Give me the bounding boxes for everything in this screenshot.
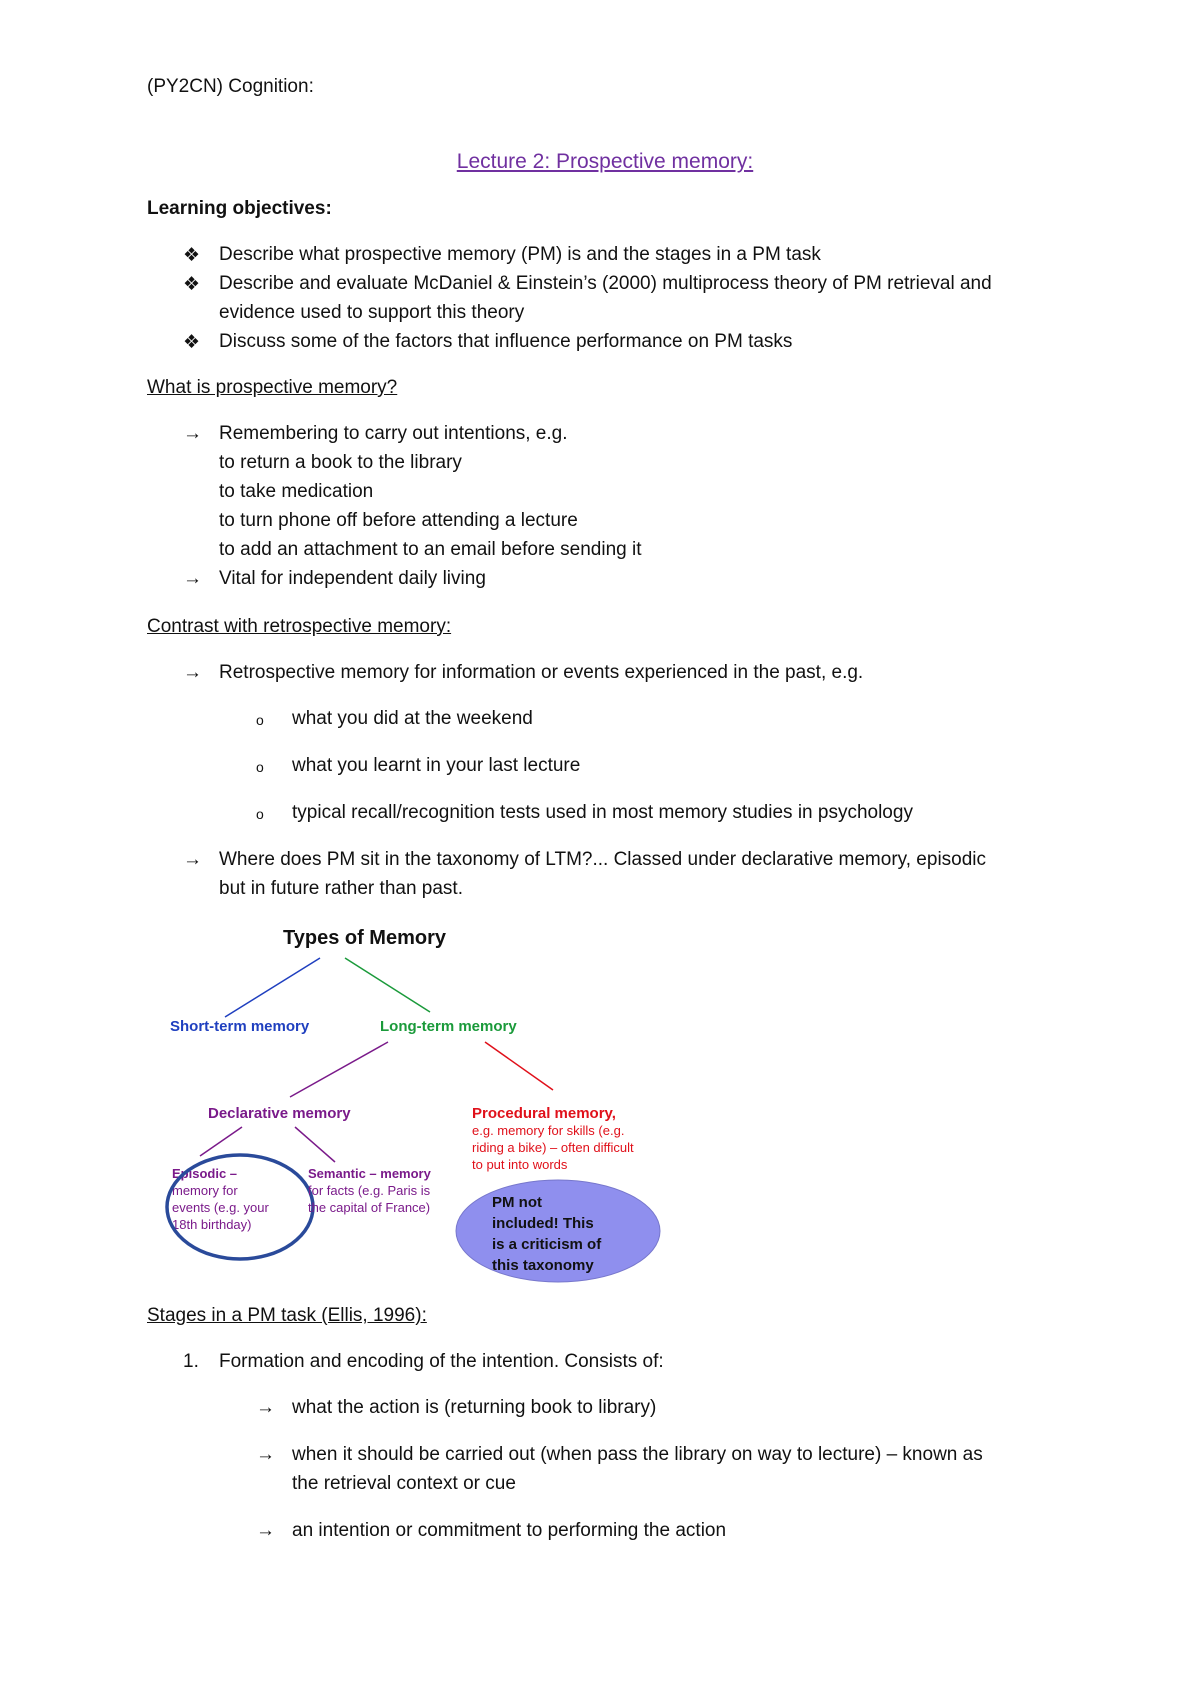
procedural-desc: riding a bike) – often difficult — [472, 1140, 634, 1155]
stages-heading: Stages in a PM task (Ellis, 1996): — [147, 1305, 427, 1326]
diamond-bullet-icon: ❖ — [183, 274, 201, 295]
objective-item: Describe and evaluate McDaniel & Einstein’s (2000) multiprocess theory of PM retrieval and — [219, 273, 992, 294]
callout-text: included! This — [492, 1215, 594, 1232]
semantic-text: for facts (e.g. Paris is — [308, 1183, 431, 1198]
declarative-label: Declarative memory — [208, 1105, 351, 1122]
what-is-line: Vital for independent daily living — [219, 568, 486, 589]
diagram-title: Types of Memory — [283, 927, 446, 949]
episodic-text: memory for — [172, 1183, 238, 1198]
semantic-text: Semantic – memory — [308, 1166, 431, 1181]
callout-text: PM not — [492, 1194, 542, 1211]
example-item: to turn phone off before attending a lecture — [219, 510, 578, 531]
diamond-bullet-icon: ❖ — [183, 245, 201, 266]
semantic-text: the capital of France) — [308, 1200, 431, 1215]
connector-line — [485, 1042, 553, 1090]
connector-line — [295, 1127, 335, 1162]
circle-bullet-icon: o — [256, 806, 264, 822]
short-term-label: Short-term memory — [170, 1018, 310, 1035]
stage-sub-item: the retrieval context or cue — [292, 1473, 516, 1494]
long-term-label: Long-term memory — [380, 1018, 517, 1035]
objective-item: Discuss some of the factors that influence performance on PM tasks — [219, 331, 793, 352]
episodic-text: events (e.g. your — [172, 1200, 269, 1215]
contrast-line: but in future rather than past. — [219, 878, 463, 899]
episodic-text: 18th birthday) — [172, 1217, 252, 1232]
stage-sub-item: when it should be carried out (when pass the library on way to lecture) – known as — [292, 1444, 983, 1465]
example-item: to add an attachment to an email before sending it — [219, 539, 642, 560]
contrast-sub-item: typical recall/recognition tests used in most memory studies in psychology — [292, 802, 913, 823]
procedural-label: Procedural memory, — [472, 1105, 616, 1122]
arrow-icon: → — [183, 662, 202, 683]
contrast-sub-item: what you learnt in your last lecture — [292, 755, 581, 776]
connector-line — [345, 958, 430, 1012]
contrast-sub-item: what you did at the weekend — [292, 708, 533, 729]
diamond-bullet-icon: ❖ — [183, 332, 201, 353]
contrast-heading: Contrast with retrospective memory: — [147, 616, 452, 637]
stage-item: Formation and encoding of the intention. Consists of: — [219, 1351, 664, 1372]
lecture-title: Lecture 2: Prospective memory: — [456, 150, 754, 173]
episodic-text: Episodic – — [172, 1166, 238, 1181]
arrow-icon: → — [256, 1397, 275, 1418]
contrast-line: Retrospective memory for information or events experienced in the past, e.g. — [219, 662, 864, 683]
callout-text: this taxonomy — [492, 1257, 594, 1274]
memory-taxonomy-diagram — [160, 922, 680, 1287]
arrow-icon: → — [256, 1520, 275, 1541]
objective-item: evidence used to support this theory — [219, 302, 525, 323]
procedural-desc: e.g. memory for skills (e.g. — [472, 1123, 625, 1138]
arrow-icon: → — [183, 423, 202, 444]
arrow-icon: → — [183, 849, 202, 870]
circle-bullet-icon: o — [256, 759, 264, 775]
arrow-icon: → — [256, 1444, 275, 1465]
example-item: to return a book to the library — [219, 452, 462, 473]
circle-bullet-icon: o — [256, 712, 264, 728]
arrow-icon: → — [183, 568, 202, 589]
stage-sub-item: an intention or commitment to performing the action — [292, 1520, 727, 1541]
stage-sub-item: what the action is (returning book to library) — [292, 1397, 657, 1418]
connector-line — [200, 1127, 242, 1156]
connector-line — [225, 958, 320, 1017]
what-is-line: Remembering to carry out intentions, e.g. — [219, 423, 568, 444]
objective-item: Describe what prospective memory (PM) is and the stages in a PM task — [219, 244, 821, 265]
procedural-desc: to put into words — [472, 1157, 568, 1172]
contrast-line: Where does PM sit in the taxonomy of LTM?... Classed under declarative memory, episodic — [219, 849, 987, 870]
what-is-heading: What is prospective memory? — [147, 377, 398, 398]
objectives-heading: Learning objectives: — [147, 198, 332, 219]
course-title: (PY2CN) Cognition: — [147, 76, 314, 97]
callout-text: is a criticism of — [492, 1236, 602, 1253]
connector-line — [290, 1042, 388, 1097]
list-number: 1. — [183, 1351, 199, 1372]
example-item: to take medication — [219, 481, 374, 502]
